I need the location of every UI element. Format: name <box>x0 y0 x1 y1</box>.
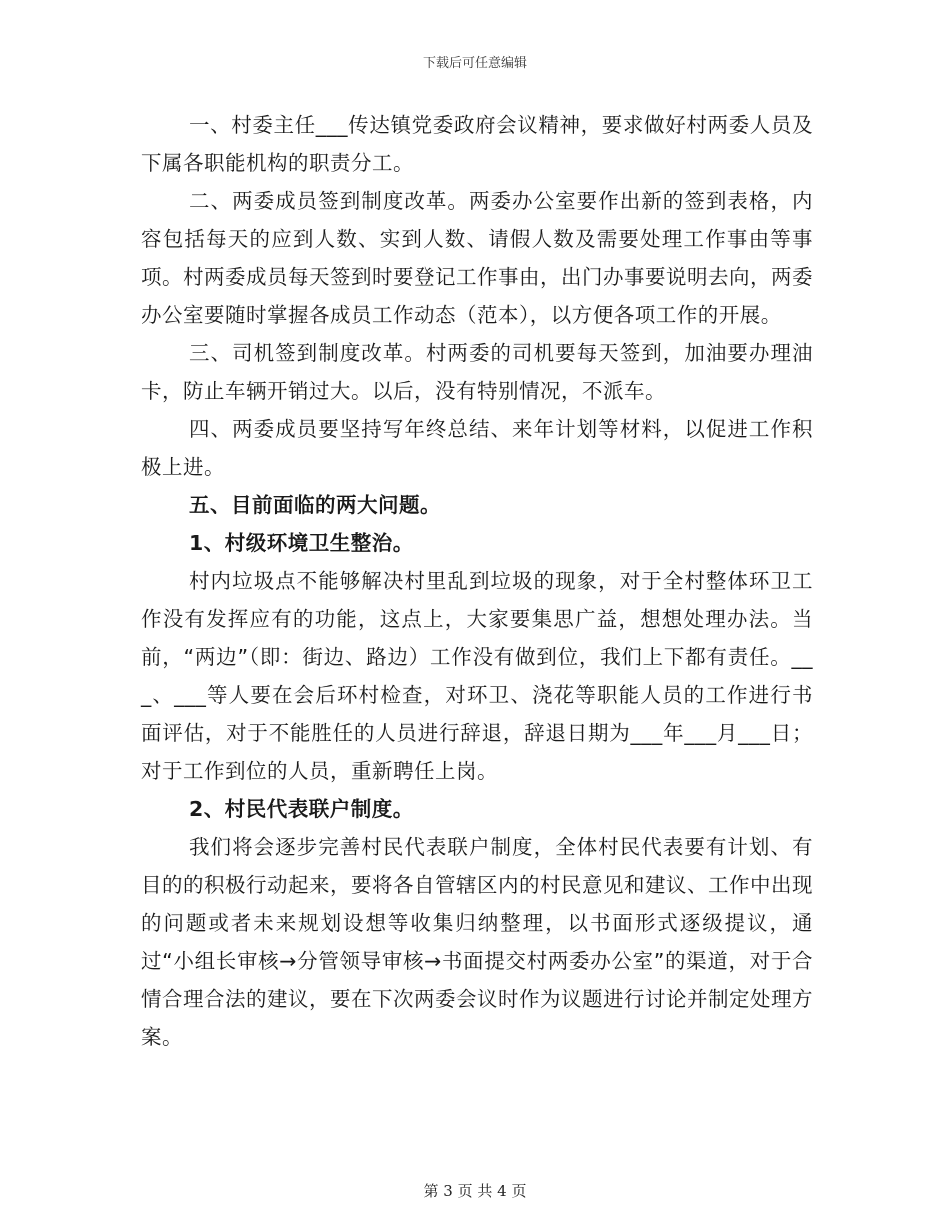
document-body <box>141 106 813 1056</box>
subheading-1: 1、村级环境卫生整治。 <box>189 531 414 555</box>
paragraph-3: 三、司机签到制度改革。村两委的司机要每天签到，加油要办理油卡，防止车辆开销过大。以后，没有特别情况，不派车。 <box>141 341 813 403</box>
page-header: 下载后可任意编辑 <box>422 56 527 71</box>
subheading-2: 2、村民代表联户制度。 <box>189 797 414 821</box>
section-heading-5: 五、目前面临的两大问题。 <box>189 493 441 517</box>
paragraph-4: 四、两委成员要坚持写年终总结、来年计划等材料，以促进工作积极上进。 <box>141 417 813 479</box>
paragraph-environment: 村内垃圾点不能够解决村里乱到垃圾的现象，对于全村整体环卫工作没有发挥应有的功能，这点上，大家要集思广益，想想处理办法。当前，“两边”（即：街边、路边）工作没有做到位，我们上下都有责任。___、___等人要在会后环村检查，对环卫、浇花等职能人员的工作进行书面评估，对于不能胜任的人员进行辞退，辞退日期为___年___月___日；对于工作到位的人员，重新聘任上岗。 <box>141 569 813 783</box>
paragraph-representatives: 我们将会逐步完善村民代表联户制度，全体村民代表要有计划、有目的的积极行动起来，要将各自管辖区内的村民意见和建议、工作中出现的问题或者未来规划设想等收集归纳整理，以书面形式逐级提议，通过“小组长审核→分管领导审核→书面提交村两委办公室”的渠道，对于合情合理合法的建议，要在下次两委会议时作为议题进行讨论并制定处理方案。 <box>141 835 813 1049</box>
paragraph-1: 一、村委主任___传达镇党委政府会议精神，要求做好村两委人员及下属各职能机构的职责分工。 <box>141 113 813 175</box>
paragraph-2: 二、两委成员签到制度改革。两委办公室要作出新的签到表格，内容包括每天的应到人数、实到人数、请假人数及需要处理工作事由等事项。村两委成员每天签到时要登记工作事由，出门办事要说明去向，两委办公室要随时掌握各成员工作动态（范本），以方便各项工作的开展。 <box>141 189 813 327</box>
page-footer: 第 3 页 共 4 页 <box>423 1182 527 1200</box>
